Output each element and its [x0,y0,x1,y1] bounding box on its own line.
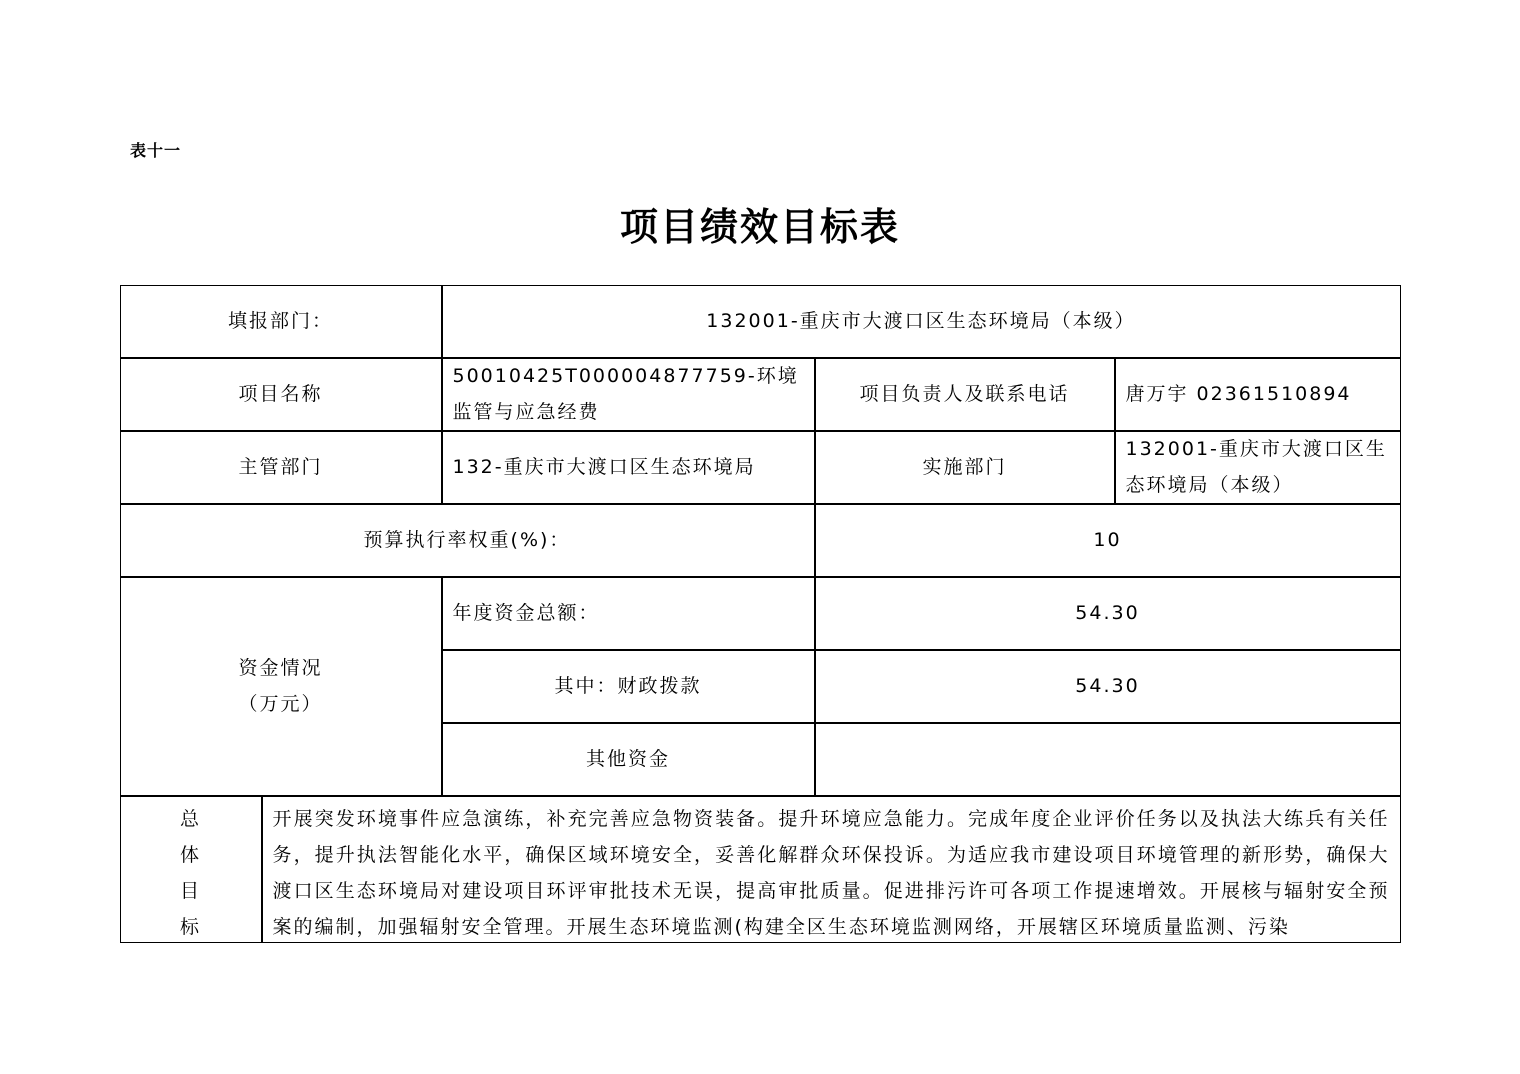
leader-value: 唐万宇 02361510894 [1115,358,1401,431]
funds-label [120,577,442,796]
goal-label-char-2: 体 [179,843,201,866]
fill-dept-value: 132001-重庆市大渡口区生态环境局（本级） [442,285,1401,358]
funds-label-line2: （万元） [238,693,323,715]
impl-dept-value [1115,431,1401,504]
project-name-value [442,358,815,431]
overall-goal-text: 开展突发环境事件应急演练，补充完善应急物资装备。提升环境应急能力。完成年度企业评价任务以及执法大练兵有关任务，提升执法智能化水平，确保区域环境安全，妥善化解群众环保投诉。为适应我市建设项目环境管理的新形势，确保大渡口区生态环境局对建设项目环评审批技术无误，提高审批质量。促进排污许可各项工作提速增效。开展核与辐射安全预案的编制，加强辐射安全管理。开展生态环境监测(构建全区生态环境监测网络，开展辖区环境质量监测、污染 [262,796,1401,943]
fiscal-label: 其中：财政拨款 [442,650,815,723]
document-title: 项目绩效目标表 [619,204,900,249]
goal-label-char-4: 标 [179,915,201,938]
other-funds-label: 其他资金 [442,723,815,796]
budget-weight-label: 预算执行率权重(%)： [120,504,815,577]
goal-label-char-1: 总 [179,807,201,830]
leader-label: 项目负责人及联系电话 [815,358,1115,431]
impl-dept-label: 实施部门 [815,431,1115,504]
fill-dept-label: 填报部门： [120,285,442,358]
impl-dept-text: 132001-重庆市大渡口区生态环境局（本级） [1125,438,1387,496]
project-name-text: 50010425T000004877759-环境监管与应急经费 [452,365,799,423]
fiscal-value: 54.30 [815,650,1401,723]
supervisor-value: 132-重庆市大渡口区生态环境局 [442,431,815,504]
performance-goal-table [120,285,1401,943]
annual-total-label: 年度资金总额： [442,577,815,650]
overall-goal-label [120,796,262,943]
project-name-label: 项目名称 [120,358,442,431]
budget-weight-value: 10 [815,504,1401,577]
other-funds-value [815,723,1401,796]
table-number-label: 表十一 [130,141,182,160]
supervisor-label: 主管部门 [120,431,442,504]
funds-label-line1: 资金情况 [238,657,323,679]
annual-total-value: 54.30 [815,577,1401,650]
goal-label-char-3: 目 [179,879,201,902]
